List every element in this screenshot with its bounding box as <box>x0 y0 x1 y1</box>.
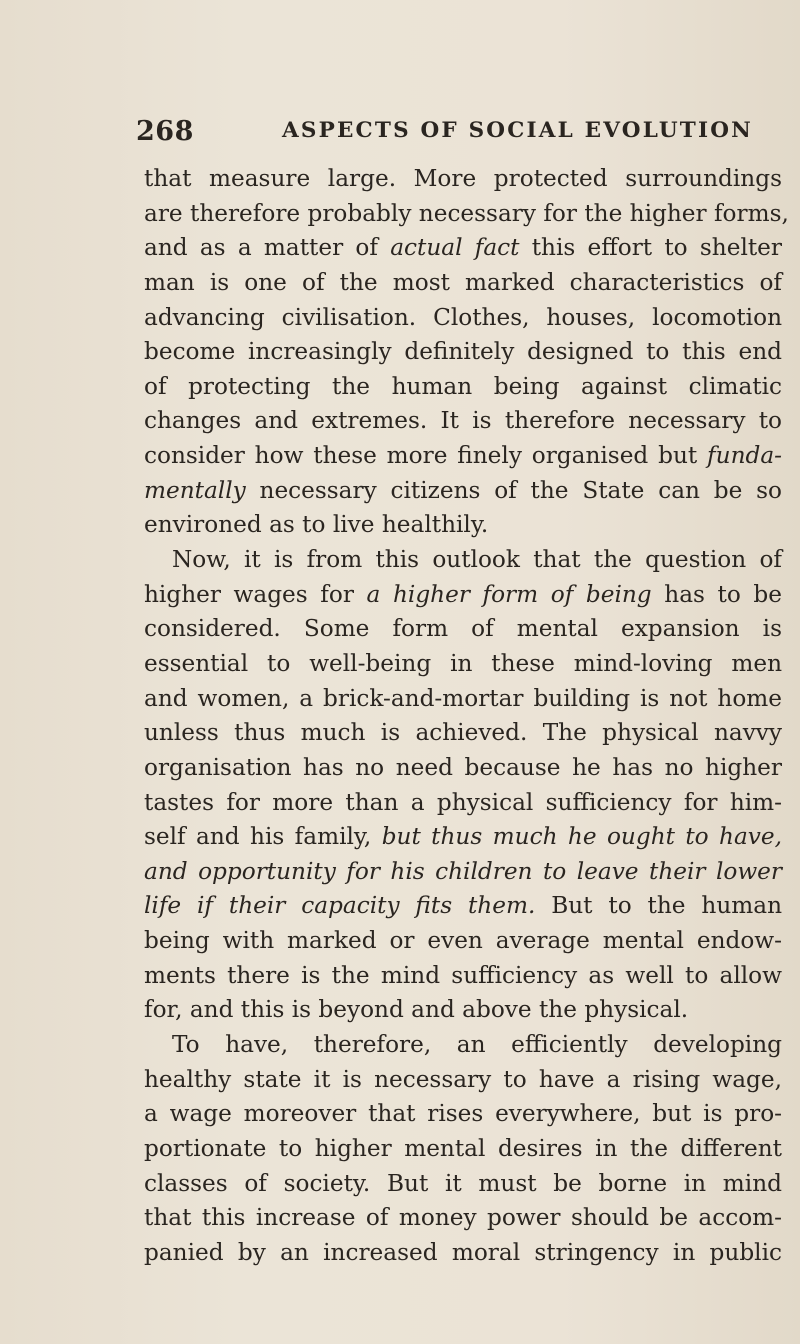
italic-text: and opportunity for his children to leave their lower <box>144 857 782 885</box>
text-segment: organisation has no need because he has no higher <box>144 753 782 781</box>
text-line <box>144 820 782 855</box>
text-segment: tastes for more than a physical sufficiency for him- <box>144 788 782 816</box>
italic-text: actual fact <box>390 234 520 262</box>
text-segment: for, and this is beyond and above the physical. <box>144 996 689 1024</box>
text-segment: To have, therefore, an efficiently developing <box>172 1031 782 1059</box>
text-line <box>144 231 782 266</box>
text-segment: considered. Some form of mental expansion is <box>144 615 782 643</box>
text-line <box>144 508 782 543</box>
text-segment: being with marked or even average mental endow- <box>144 927 782 955</box>
running-head: ASPECTS OF SOCIAL EVOLUTION <box>282 118 754 143</box>
text-segment: that this increase of money power should be accom- <box>144 1204 782 1232</box>
text-line <box>144 682 782 717</box>
text-line <box>144 889 782 924</box>
italic-text: but thus much he ought to have, <box>381 823 782 851</box>
text-segment: higher wages for <box>144 580 367 608</box>
text-segment: a wage moreover that rises everywhere, but is pro- <box>144 1100 782 1128</box>
text-line <box>144 855 782 890</box>
text-line <box>144 162 782 197</box>
text-line <box>144 1236 782 1271</box>
text-line <box>144 404 782 439</box>
italic-text: life if their capacity fits them. <box>144 892 536 920</box>
text-segment: consider how these more finely organised but <box>144 442 708 470</box>
text-line <box>144 959 782 994</box>
text-line <box>144 786 782 821</box>
text-line <box>144 474 782 509</box>
italic-text: funda- <box>707 442 782 470</box>
text-line <box>144 266 782 301</box>
text-segment: Now, it is from this outlook that the question of <box>172 546 782 574</box>
text-line <box>144 578 782 613</box>
text-line <box>144 751 782 786</box>
text-line <box>144 197 789 232</box>
text-segment: that measure large. More protected surroundings <box>144 165 782 192</box>
text-segment: But to the human <box>535 892 783 920</box>
text-segment: environed as to live healthily. <box>144 511 489 539</box>
text-segment: man is one of the most marked characteristics of <box>144 268 782 296</box>
text-segment: become increasingly definitely designed to this end <box>144 338 782 366</box>
text-line <box>144 543 782 578</box>
text-line <box>144 1132 782 1167</box>
text-segment: ments there is the mind sufficiency as well to allow <box>144 961 782 989</box>
text-line <box>144 1167 782 1202</box>
text-line <box>144 301 782 336</box>
text-segment: this effort to shelter <box>519 234 782 262</box>
text-line <box>144 1028 782 1063</box>
text-line <box>144 370 782 405</box>
text-line <box>144 924 782 959</box>
text-segment: has to be <box>651 580 782 608</box>
text-segment: panied by an increased moral stringency in public <box>144 1238 782 1266</box>
text-segment: advancing civilisation. Clothes, houses, locomotion <box>144 303 782 331</box>
text-segment: classes of society. But it must be borne in mind <box>144 1169 782 1197</box>
text-line <box>144 1063 782 1098</box>
italic-text: a higher form of being <box>366 580 652 608</box>
text-line <box>144 1097 782 1132</box>
text-segment: and women, a brick-and-mortar building is not home <box>144 684 782 712</box>
text-line <box>144 993 782 1028</box>
page-header <box>136 116 796 156</box>
body-text <box>144 162 789 1271</box>
text-line <box>144 647 782 682</box>
italic-text: mentally <box>144 476 246 504</box>
text-segment: of protecting the human being against climatic <box>144 372 782 400</box>
text-segment: essential to well-being in these mind-loving men <box>144 649 782 677</box>
text-line <box>144 716 782 751</box>
text-segment: changes and extremes. It is therefore necessary to <box>144 407 782 435</box>
text-segment: self and his family, <box>144 823 382 851</box>
text-segment: unless thus much is achieved. The physical navvy <box>144 719 782 747</box>
text-segment: necessary citizens of the State can be so <box>245 476 782 504</box>
text-line <box>144 612 782 647</box>
text-segment: healthy state it is necessary to have a rising wage, <box>144 1065 782 1093</box>
text-line <box>144 439 782 474</box>
text-line <box>144 1201 782 1236</box>
page-number: 268 <box>136 116 194 147</box>
text-segment: are therefore probably necessary for the higher forms, <box>144 199 789 227</box>
text-line <box>144 335 782 370</box>
text-segment: portionate to higher mental desires in the different <box>144 1134 782 1162</box>
text-segment: and as a matter of <box>144 234 391 262</box>
